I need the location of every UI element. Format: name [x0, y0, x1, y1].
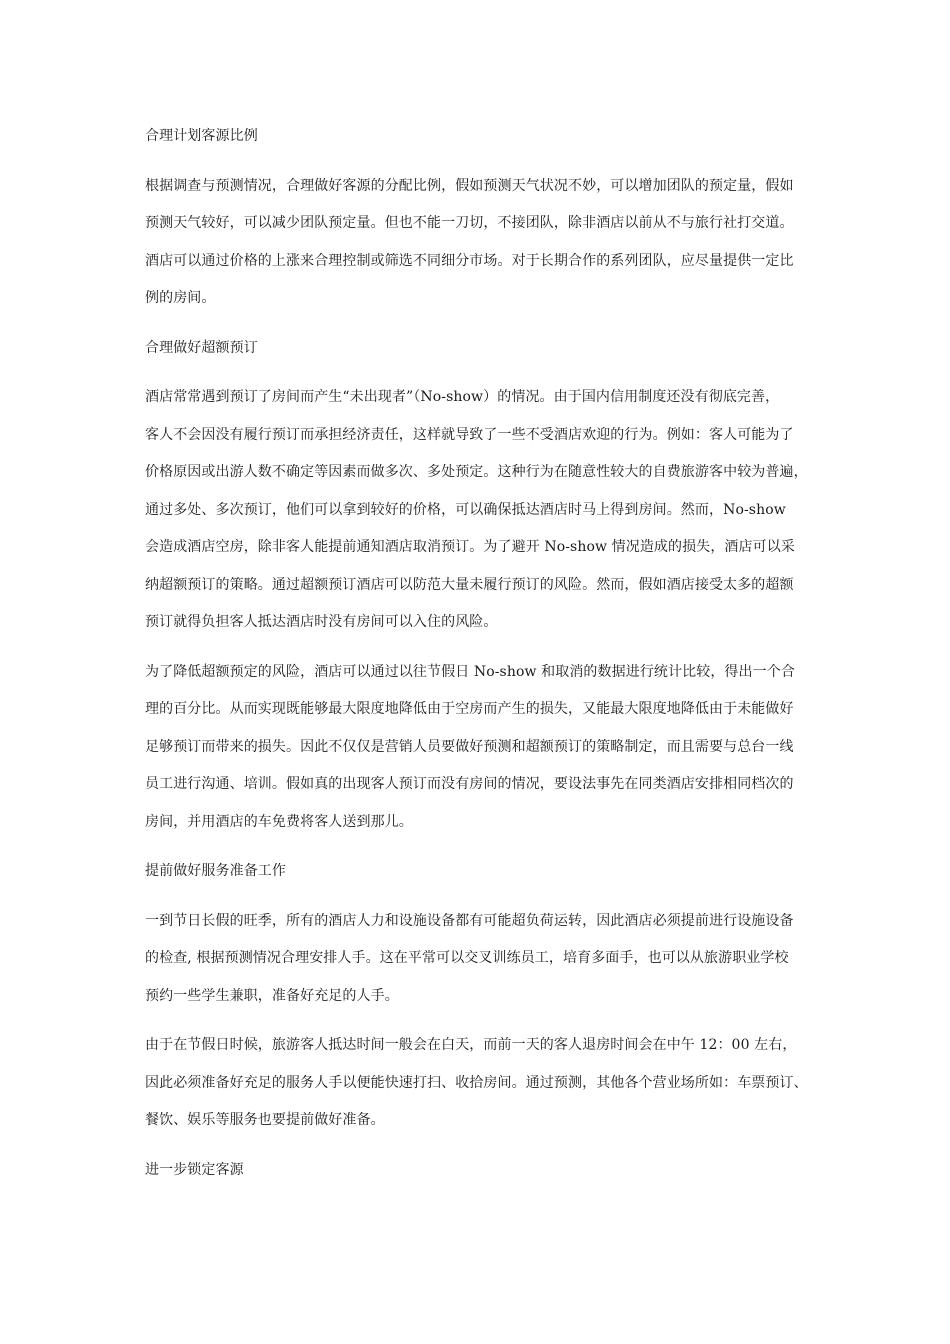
paragraph-line: 预约一些学生兼职，准备好充足的人手。	[145, 987, 399, 1004]
paragraph-line: 会造成酒店空房，除非客人能提前通知酒店取消预订。为了避开 No-show 情况造成的损失，酒店可以采	[145, 539, 795, 555]
document-page	[145, 118, 817, 1201]
paragraph-line: 的检查, 根据预测情况合理安排人手。这在平常可以交叉训练员工，培育多面手，也可以从旅游职业学校	[145, 950, 789, 966]
heading-text: 提前做好服务准备工作	[145, 863, 286, 879]
paragraph	[145, 654, 817, 842]
paragraph-line: 预订就得负担客人抵达酒店时没有房间可以入住的风险。	[145, 614, 498, 630]
paragraph	[145, 1027, 817, 1140]
paragraph-line: 酒店常常遇到预订了房间而产生“未出现者”（No-show）的情况。由于国内信用制度还没有彻底完善，	[145, 389, 780, 405]
paragraph-line: 房间，并用酒店的车免费将客人送到那儿。	[145, 813, 413, 830]
section-heading	[145, 118, 817, 156]
section-heading	[145, 1152, 817, 1190]
paragraph-line: 通过多处、多次预订，他们可以拿到较好的价格，可以确保抵达酒店时马上得到房间。然而，No-show	[145, 501, 786, 518]
paragraph-line: 员工进行沟通、培训。假如真的出现客人预订而没有房间的情况，要设法事先在同类酒店安排相同档次的	[145, 776, 794, 792]
paragraph-line: 为了降低超额预定的风险，酒店可以通过以往节假日 No-show 和取消的数据进行统计比较，得出一个合	[145, 663, 795, 680]
paragraph-line: 足够预订而带来的损失。因此不仅仅是营销人员要做好预测和超额预订的策略制定，而且需要与总台一线	[145, 738, 794, 755]
heading-text: 进一步锁定客源	[145, 1161, 244, 1178]
paragraph-line: 理的百分比。从而实现既能够最大限度地降低由于空房而产生的损失，又能最大限度地降低由于未能做好	[145, 701, 794, 717]
paragraph-line: 因此必须准备好充足的服务人手以便能快速打扫、收拾房间。通过预测，其他各个营业场所如：车票预订、	[145, 1074, 808, 1091]
paragraph-line: 例的房间。	[145, 290, 216, 306]
paragraph	[145, 379, 817, 642]
paragraph-line: 预测天气较好，可以减少团队预定量。但也不能一刀切，不接团队，除非酒店以前从不与旅行社打交道。	[145, 215, 794, 231]
section-heading	[145, 330, 817, 368]
paragraph-line: 价格原因或出游人数不确定等因素而做多次、多处预定。这种行为在随意性较大的自费旅游客中较为普遍，	[145, 464, 808, 480]
section-heading	[145, 853, 817, 891]
paragraph-line: 餐饮、娱乐等服务也要提前做好准备。	[145, 1112, 385, 1128]
paragraph-line: 根据调查与预测情况，合理做好客源的分配比例，假如预测天气状况不妙，可以增加团队的预定量，假如	[145, 177, 794, 194]
heading-text: 合理做好超额预订	[145, 339, 258, 356]
paragraph	[145, 168, 817, 318]
paragraph-line: 一到节日长假的旺季，所有的酒店人力和设施设备都有可能超负荷运转，因此酒店必须提前进行设施设备	[145, 912, 794, 929]
paragraph-line: 由于在节假日时候，旅游客人抵达时间一般会在白天，而前一天的客人退房时间会在中午 12：00 左右，	[145, 1037, 797, 1053]
paragraph-line: 客人不会因没有履行预订而承担经济责任，这样就导致了一些不受酒店欢迎的行为。例如：客人可能为了	[145, 426, 794, 443]
paragraph-line: 酒店可以通过价格的上涨来合理控制或筛选不同细分市场。对于长期合作的系列团队，应尽量提供一定比	[145, 252, 794, 269]
heading-text: 合理计划客源比例	[145, 128, 258, 144]
paragraph	[145, 903, 817, 1016]
paragraph-line: 纳超额预订的策略。通过超额预订酒店可以防范大量未履行预订的风险。然而，假如酒店接受太多的超额	[145, 576, 794, 593]
